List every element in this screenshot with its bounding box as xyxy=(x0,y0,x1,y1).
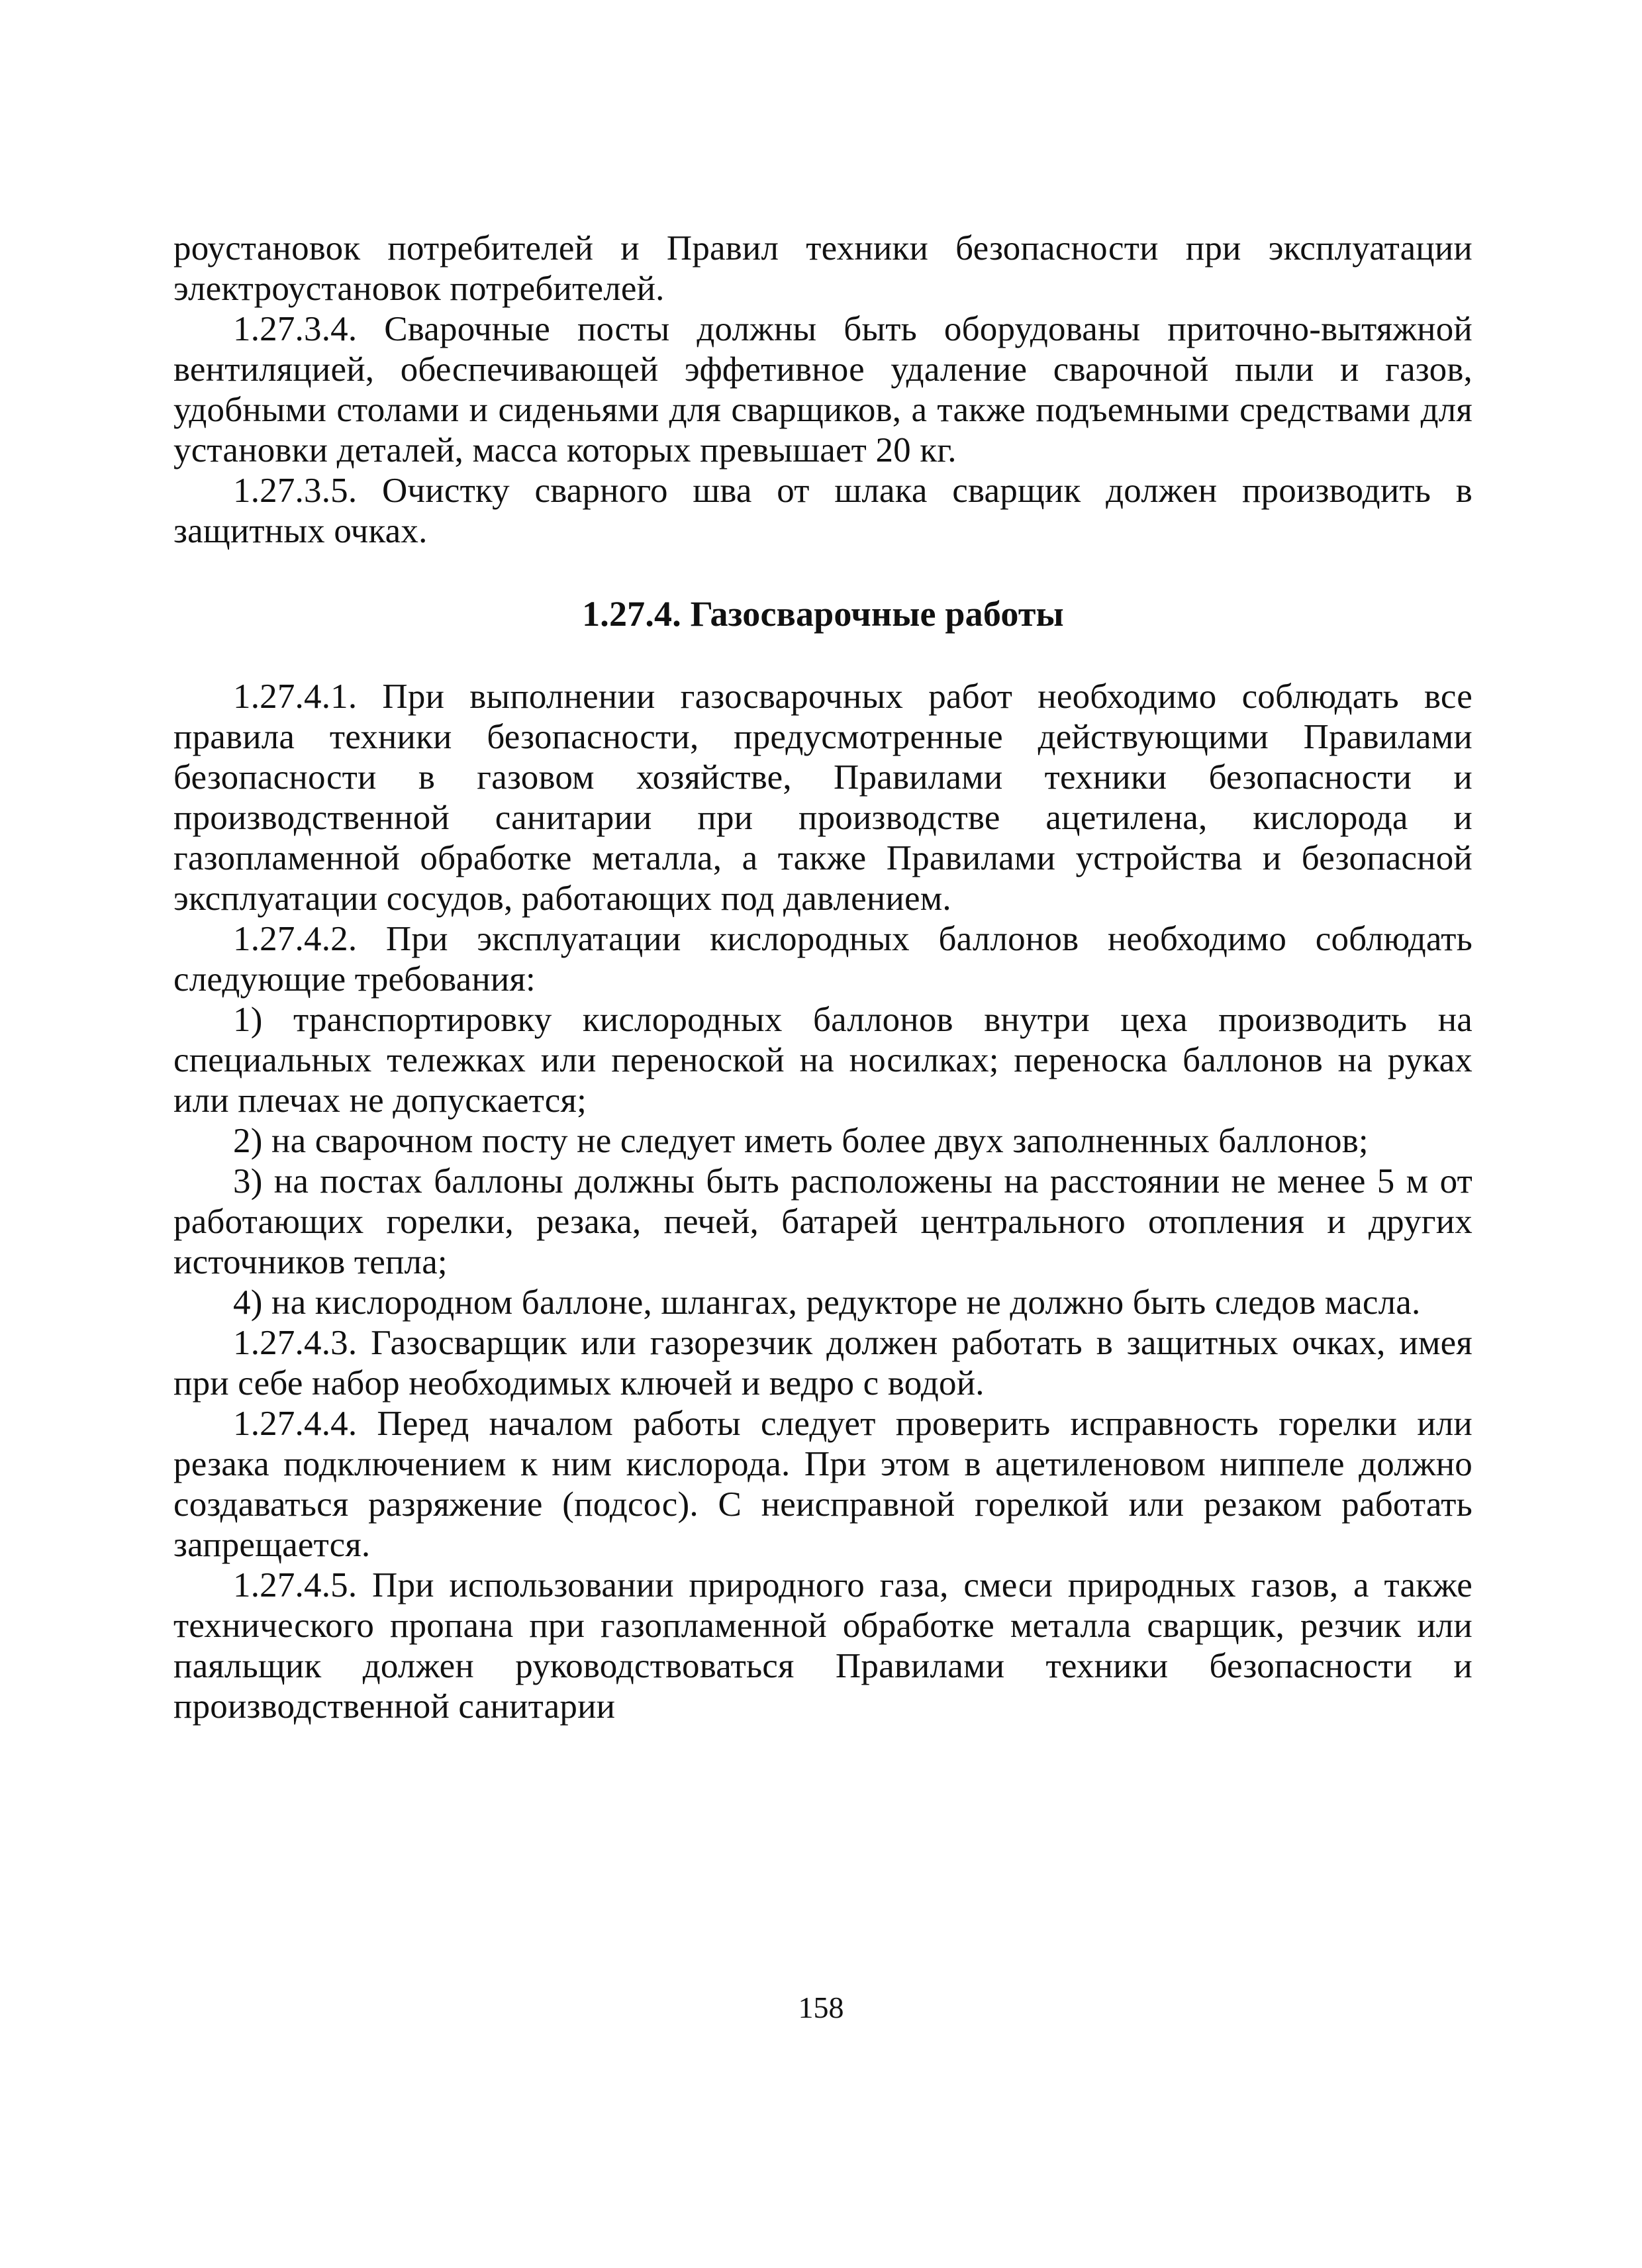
continuation-paragraph: роустановок потребителей и Правил техники безопасности при эксплуатации электроустановок потребителей. xyxy=(173,229,1473,308)
list-item-1: 1) транспортировку кислородных баллонов внутри цеха производить на специальных тележках или переноской на носилках; переноска баллонов на руках или плечах не допускается; xyxy=(173,1001,1473,1120)
section-heading: 1.27.4. Газосварочные работы xyxy=(582,594,1064,634)
paragraph-1-27-3-5: 1.27.3.5. Очистку сварного шва от шлака сварщик должен производить в защитных очках. xyxy=(173,471,1473,550)
paragraph-1-27-4-3: 1.27.4.3. Газосварщик или газорезчик должен работать в защитных очках, имея при себе набор необходимых ключей и ведро с водой. xyxy=(173,1324,1473,1403)
page-number: 158 xyxy=(798,1991,844,2024)
body-text xyxy=(173,228,1473,1727)
list-item-2: 2) на сварочном посту не следует иметь более двух заполненных баллонов; xyxy=(233,1122,1369,1160)
paragraph-1-27-4-1: 1.27.4.1. При выполнении газосварочных работ необходимо соблюдать все правила техники безопасности, предусмотренные действующими Правилами безопасности в газовом хозяйстве, Правилами техники безопасности и производственной санитарии при производстве ацетилена, кислорода и газопламенной обработке металла, а также Правилами устройства и безопасной эксплуатации сосудов, работающих под давлением. xyxy=(173,677,1473,918)
paragraph-1-27-4-4: 1.27.4.4. Перед началом работы следует проверить исправность горелки или резака подключением к ним кислорода. При этом в ацетиленовом ниппеле должно создаваться разряжение (подсос). С неисправной горелкой или резаком работать запрещается. xyxy=(173,1405,1473,1564)
paragraph-1-27-4-2: 1.27.4.2. При эксплуатации кислородных баллонов необходимо соблюдать следующие требования: xyxy=(173,920,1473,999)
list-item-3: 3) на постах баллоны должны быть расположены на расстоянии не менее 5 м от работающих горелки, резака, печей, батарей центрального отопления и других источников тепла; xyxy=(173,1162,1473,1281)
list-item-4: 4) на кислородном баллоне, шлангах, редукторе не должно быть следов масла. xyxy=(233,1283,1421,1322)
paragraph-1-27-3-4: 1.27.3.4. Сварочные посты должны быть оборудованы приточно-вытяжной вентиляцией, обеспечивающей эффетивное удаление сварочной пыли и газов, удобными столами и сиденьями для сварщиков, а также подъемными средствами для установки деталей, масса которых превышает 20 кг. xyxy=(173,310,1473,469)
paragraph-1-27-4-5: 1.27.4.5. При использовании природного газа, смеси природных газов, а также технического пропана при газопламенной обработке металла сварщик, резчик или паяльщик должен руководствоваться Правилами техники безопасности и производственной санитарии xyxy=(173,1566,1473,1726)
